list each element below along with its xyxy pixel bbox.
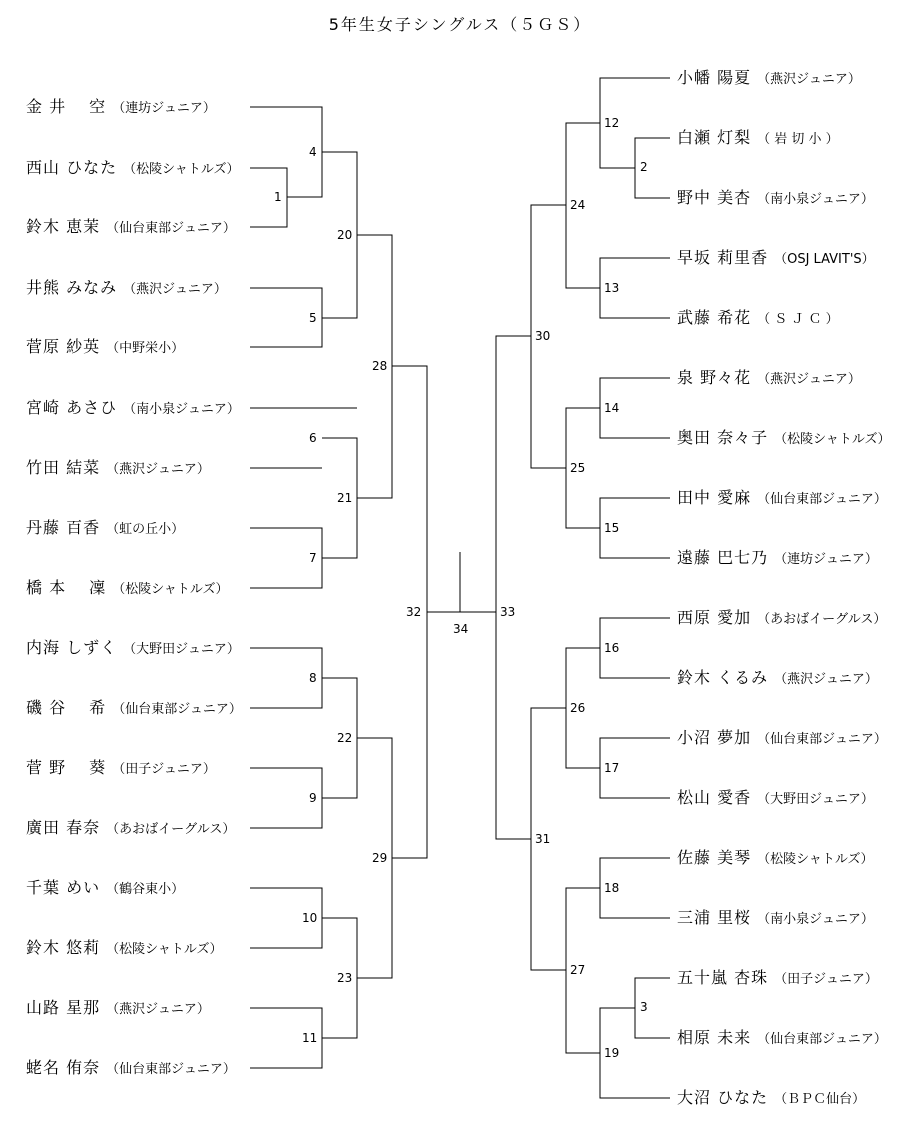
player-club: （大野田ジュニア） [123, 642, 240, 657]
player-name: 菅 野 葵 [26, 758, 107, 777]
player-club: （燕沢ジュニア） [757, 372, 861, 387]
player-club: （大野田ジュニア） [757, 792, 874, 807]
player-entry [677, 126, 839, 150]
player-entry [26, 936, 222, 960]
player-entry [26, 1056, 236, 1080]
player-entry [677, 666, 878, 690]
player-name: 丹藤 百香 [26, 518, 101, 537]
player-name: 西山 ひなた [26, 158, 118, 177]
match-number: 17 [604, 761, 620, 775]
player-name: 井熊 みなみ [26, 278, 118, 297]
player-entry [26, 756, 216, 780]
player-name: 大沼 ひなた [677, 1088, 769, 1107]
player-club: （松陵シャトルズ） [106, 942, 223, 957]
match-number: 34 [453, 622, 469, 636]
player-entry [26, 335, 184, 359]
match-number: 21 [337, 491, 353, 505]
player-name: 武藤 希花 [677, 308, 752, 327]
player-club: （松陵シャトルズ） [757, 852, 874, 867]
match-number: 33 [500, 605, 516, 619]
match-number: 26 [570, 701, 586, 715]
match-number: 6 [309, 431, 317, 445]
player-name: 蛯名 侑奈 [26, 1058, 101, 1077]
player-name: 小沼 夢加 [677, 728, 752, 747]
player-club: （燕沢ジュニア） [123, 282, 227, 297]
player-name: 橋 本 凜 [26, 578, 107, 597]
player-name: 鈴木 悠莉 [26, 938, 101, 957]
player-entry [26, 576, 229, 600]
player-entry [26, 816, 235, 840]
player-club: （あおばイーグルス） [106, 822, 236, 837]
player-club: （燕沢ジュニア） [106, 462, 210, 477]
player-entry [26, 876, 184, 900]
player-name: 白瀬 灯梨 [677, 128, 752, 147]
player-name: 山路 星那 [26, 998, 101, 1017]
page-title: 5年生女子シングルス（５ＧＳ） [328, 15, 592, 34]
match-number: 8 [309, 671, 317, 685]
match-number: 11 [302, 1031, 318, 1045]
player-club: （南小泉ジュニア） [757, 192, 874, 207]
player-entry [677, 246, 875, 270]
player-club: （南小泉ジュニア） [757, 912, 874, 927]
player-name: 鈴木 恵茉 [26, 217, 101, 236]
match-number: 10 [302, 911, 318, 925]
player-name: 田中 愛麻 [677, 488, 752, 507]
match-number: 16 [604, 641, 620, 655]
player-club: （連坊ジュニア） [112, 101, 216, 116]
match-number: 13 [604, 281, 620, 295]
match-number: 32 [406, 605, 422, 619]
player-name: 竹田 結菜 [26, 458, 101, 477]
match-number: 31 [535, 832, 551, 846]
player-name: 小幡 陽夏 [677, 68, 752, 87]
player-name: 菅原 紗英 [26, 337, 101, 356]
player-club: （OSJ LAVIT'S） [774, 252, 875, 267]
match-number: 28 [372, 359, 388, 373]
player-club: （仙台東部ジュニア） [757, 492, 887, 507]
player-entry [26, 456, 210, 480]
match-number: 20 [337, 228, 353, 242]
player-entry [26, 95, 216, 119]
player-name: 西原 愛加 [677, 608, 752, 627]
player-entry [677, 1086, 865, 1110]
player-name: 早坂 莉里香 [677, 248, 769, 267]
player-name: 泉 野々花 [677, 368, 752, 387]
player-club: （燕沢ジュニア） [757, 72, 861, 87]
left-bracket-lines [250, 107, 460, 1068]
match-number: 1 [274, 190, 282, 204]
player-club: （仙台東部ジュニア） [112, 702, 242, 717]
match-number: 9 [309, 791, 317, 805]
player-entry [677, 306, 839, 330]
player-club: （燕沢ジュニア） [106, 1002, 210, 1017]
player-entry [677, 366, 861, 390]
player-name: 佐藤 美琴 [677, 848, 752, 867]
player-name: 千葉 めい [26, 878, 101, 897]
player-name: 三浦 里桜 [677, 908, 752, 927]
player-club: （松陵シャトルズ） [112, 582, 229, 597]
match-number: 15 [604, 521, 620, 535]
player-entry [26, 396, 240, 420]
match-number: 3 [640, 1000, 648, 1014]
player-name: 内海 しずく [26, 638, 118, 657]
bracket-line [496, 336, 531, 839]
match-number: 4 [309, 145, 317, 159]
match-number: 18 [604, 881, 620, 895]
bracket-line [427, 552, 460, 612]
match-number: 5 [309, 311, 317, 325]
right-bracket-lines [460, 78, 670, 1098]
player-entry [677, 426, 890, 450]
match-number: 27 [570, 963, 586, 977]
match-number: 25 [570, 461, 586, 475]
match-number: 24 [570, 198, 586, 212]
player-name: 遠藤 巴七乃 [677, 548, 769, 567]
player-club: （仙台東部ジュニア） [757, 1032, 887, 1047]
player-entry [677, 726, 887, 750]
player-entry [677, 1026, 887, 1050]
player-entry [677, 546, 878, 570]
player-entry [26, 516, 184, 540]
player-name: 廣田 春奈 [26, 818, 101, 837]
match-number: 23 [337, 971, 353, 985]
match-number: 19 [604, 1046, 620, 1060]
player-club: （仙台東部ジュニア） [106, 221, 236, 236]
player-club: （鶴谷東小） [106, 882, 185, 897]
player-name: 松山 愛香 [677, 788, 752, 807]
player-entry [26, 696, 242, 720]
player-club: （燕沢ジュニア） [774, 672, 878, 687]
player-entry [26, 636, 240, 660]
player-name: 相原 未来 [677, 1028, 752, 1047]
match-number: 29 [372, 851, 388, 865]
match-number: 14 [604, 401, 620, 415]
match-number: 2 [640, 160, 648, 174]
player-club: （南小泉ジュニア） [123, 402, 240, 417]
player-entry [26, 215, 236, 239]
player-name: 金 井 空 [26, 97, 107, 116]
player-club: （松陵シャトルズ） [774, 432, 891, 447]
player-club: （虹の丘小） [106, 522, 185, 537]
match-number: 30 [535, 329, 551, 343]
player-name: 宮崎 あさひ [26, 398, 118, 417]
match-number: 22 [337, 731, 353, 745]
player-entry [677, 606, 886, 630]
match-number: 7 [309, 551, 317, 565]
player-entry [26, 156, 239, 180]
player-name: 磯 谷 希 [26, 698, 107, 717]
player-club: （連坊ジュニア） [774, 552, 878, 567]
player-entry [26, 996, 210, 1020]
player-name: 五十嵐 杏珠 [677, 968, 769, 987]
player-club: （ 岩 切 小 ） [757, 132, 839, 147]
player-club: （仙台東部ジュニア） [757, 732, 887, 747]
player-entry [677, 786, 874, 810]
player-club: （田子ジュニア） [112, 762, 216, 777]
player-name: 野中 美杏 [677, 188, 752, 207]
player-entry [677, 486, 887, 510]
player-club: （ Ｓ Ｊ Ｃ ） [757, 312, 839, 327]
player-club: （松陵シャトルズ） [123, 162, 240, 177]
player-entry [677, 966, 878, 990]
player-club: （田子ジュニア） [774, 972, 878, 987]
player-club: （ＢＰＣ仙台） [774, 1092, 866, 1107]
player-club: （あおばイーグルス） [757, 612, 887, 627]
player-club: （仙台東部ジュニア） [106, 1062, 236, 1077]
player-club: （中野栄小） [106, 341, 185, 356]
player-entry [677, 186, 874, 210]
player-entry [26, 276, 227, 300]
player-entry [677, 66, 861, 90]
player-name: 奥田 奈々子 [677, 428, 769, 447]
player-name: 鈴木 くるみ [677, 668, 769, 687]
player-entry [677, 846, 873, 870]
player-entry [677, 906, 874, 930]
match-number: 12 [604, 116, 620, 130]
